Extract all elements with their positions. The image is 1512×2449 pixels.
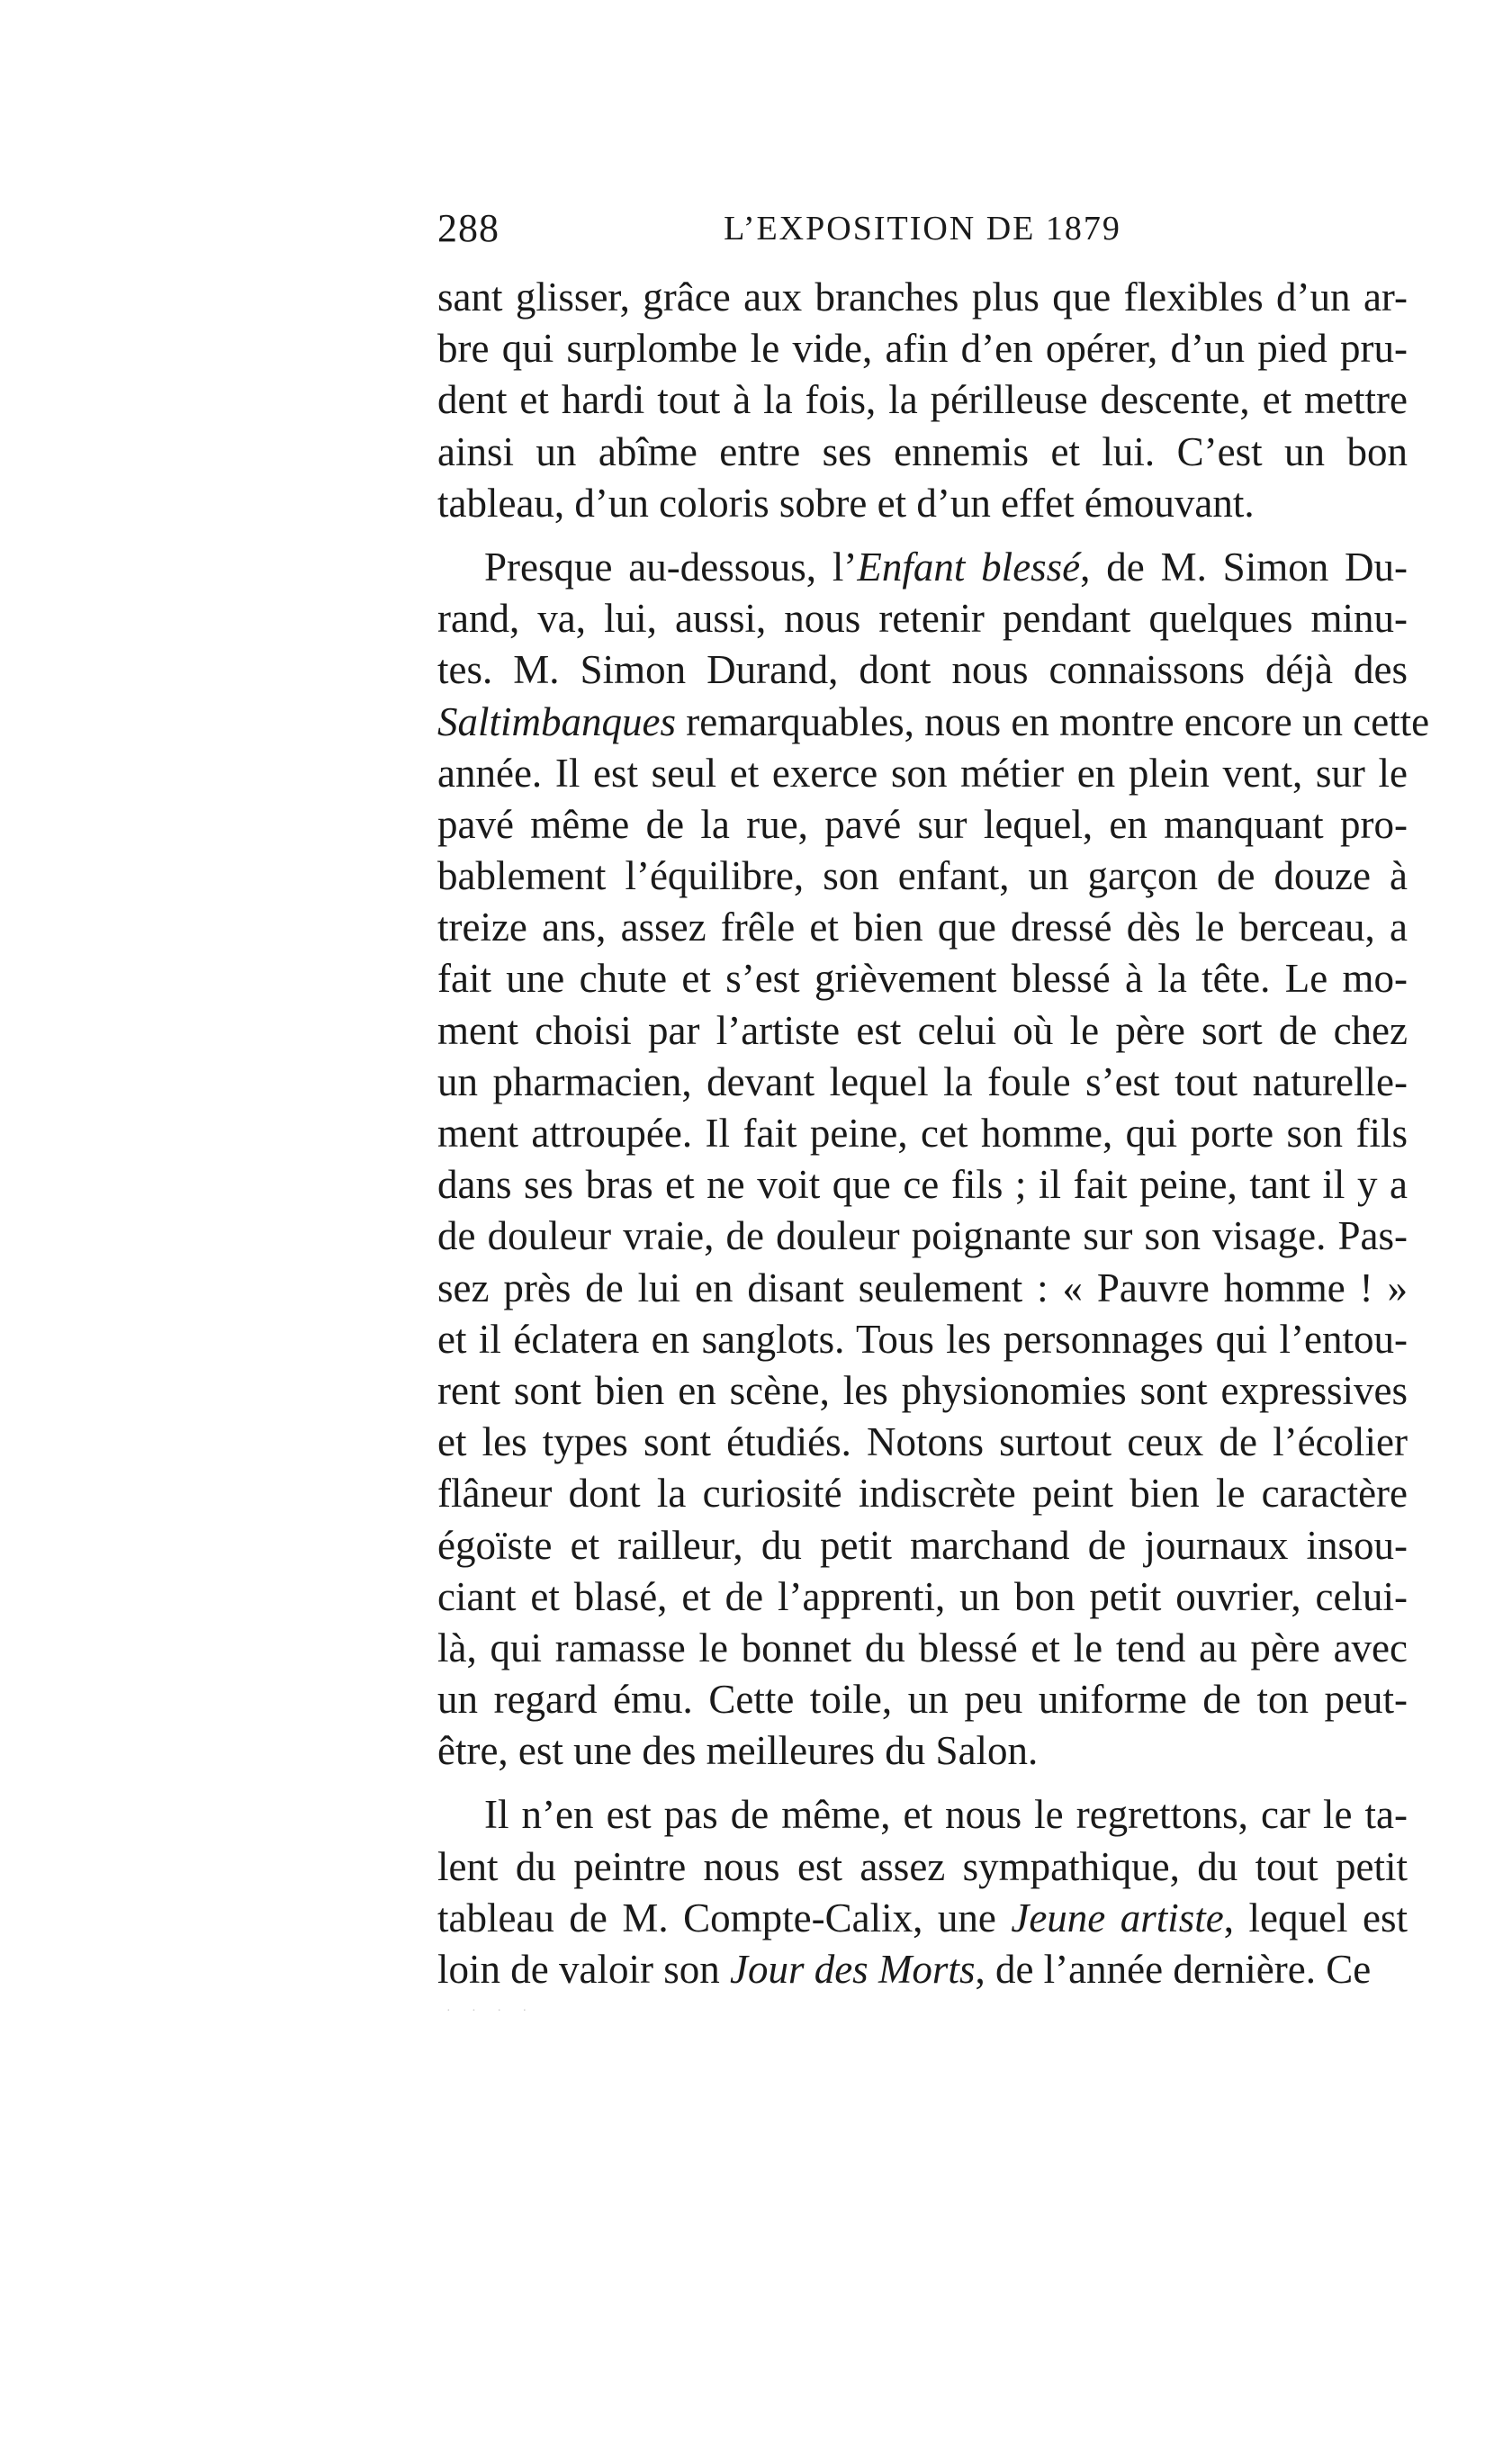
page-number: 288 xyxy=(437,206,500,250)
text-segment: et il éclatera en sanglots. Tous les personnages qui l’entou- xyxy=(437,1316,1408,1362)
paragraph-gap xyxy=(437,1777,1408,1789)
text-segment: ainsi un abîme entre ses ennemis et lui. C’est un bon xyxy=(437,428,1408,474)
text-line xyxy=(437,799,1408,851)
text-segment: rand, va, lui, aussi, nous retenir pendant quelques minu- xyxy=(437,596,1408,642)
text-line xyxy=(437,902,1408,953)
text-line xyxy=(437,1211,1408,1262)
text-line xyxy=(437,1365,1408,1417)
text-line xyxy=(437,1263,1408,1314)
text-line xyxy=(437,1468,1408,1519)
page-specks: · · · · xyxy=(446,2004,536,2018)
text-line xyxy=(437,427,1408,478)
text-line xyxy=(437,1725,1408,1777)
text-line xyxy=(437,1108,1408,1159)
text-segment: rent sont bien en scène, les physionomies sont expressives xyxy=(437,1367,1408,1413)
text-line xyxy=(437,593,1408,644)
text-segment: dans ses bras et ne voit que ce fils ; il fait peine, tant il y a xyxy=(437,1162,1408,1208)
text-segment: lent du peintre nous est assez sympathique, du tout petit xyxy=(437,1843,1408,1889)
text-segment: un regard ému. Cette toile, un peu uniforme de ton peut- xyxy=(437,1677,1408,1723)
text-segment: pavé même de la rue, pavé sur lequel, en manquant pro- xyxy=(437,801,1408,847)
text-line xyxy=(437,851,1408,902)
paragraph xyxy=(437,1789,1408,1995)
paragraph xyxy=(437,542,1430,1778)
text-line xyxy=(437,542,1408,593)
text-segment: Presque au-dessous, l’ xyxy=(484,544,858,590)
text-line xyxy=(437,644,1408,696)
text-line xyxy=(437,1005,1408,1057)
text-line xyxy=(437,697,1430,748)
text-segment: loin de valoir son xyxy=(437,1947,730,1992)
text-line xyxy=(437,1314,1408,1365)
text-line xyxy=(437,1520,1408,1571)
italic-title: Enfant blessé xyxy=(857,544,1081,590)
text-segment: sant glisser, grâce aux branches plus que flexibles d’un ar- xyxy=(437,275,1408,320)
text-segment: Il n’en est pas de même, et nous le regrettons, car le ta- xyxy=(484,1792,1408,1838)
text-line xyxy=(437,1159,1408,1211)
text-segment: ment attroupée. Il fait peine, cet homme, qui porte son fils xyxy=(437,1111,1408,1156)
text-segment: là, qui ramasse le bonnet du blessé et le tend au père avec xyxy=(437,1625,1408,1670)
text-segment: , de M. Simon Du- xyxy=(1080,544,1408,590)
text-segment: un pharmacien, devant lequel la foule s’est tout naturelle- xyxy=(437,1058,1408,1104)
text-line xyxy=(437,1789,1408,1841)
text-segment: égoïste et railleur, du petit marchand de journaux insou- xyxy=(437,1522,1408,1568)
italic-title: Saltimbanques xyxy=(437,698,676,744)
text-segment: , lequel est xyxy=(1223,1895,1408,1940)
text-segment: fait une chute et s’est grièvement blessé à la tête. Le mo- xyxy=(437,956,1408,1002)
text-line xyxy=(437,1571,1408,1623)
text-segment: sez près de lui en disant seulement : « Pauvre homme ! » xyxy=(437,1265,1408,1310)
text-segment: ciant et blasé, et de l’apprenti, un bon petit ouvrier, celui- xyxy=(437,1573,1408,1619)
body-text xyxy=(437,272,1430,1995)
text-segment: flâneur dont la curiosité indiscrète peint bien le caractère xyxy=(437,1471,1408,1517)
text-line xyxy=(437,323,1408,374)
text-segment: tableau de M. Compte-Calix, une xyxy=(437,1895,1012,1940)
text-segment: ment choisi par l’artiste est celui où le père sort de chez xyxy=(437,1007,1408,1053)
running-title: L’EXPOSITION DE 1879 xyxy=(724,210,1121,248)
italic-title: Jour des Morts xyxy=(729,1947,976,1992)
text-segment: tableau, d’un coloris sobre et d’un effet émouvant. xyxy=(437,480,1255,526)
text-line xyxy=(437,1057,1408,1108)
text-line xyxy=(437,272,1408,323)
text-line xyxy=(437,1893,1408,1944)
text-segment: bablement l’équilibre, son enfant, un garçon de douze à xyxy=(437,853,1408,899)
page-header xyxy=(437,205,1408,263)
text-segment: tes. M. Simon Durand, dont nous connaissons déjà des xyxy=(437,647,1408,693)
text-segment: être, est une des meilleures du Salon. xyxy=(437,1728,1039,1774)
text-segment: , de l’année dernière. Ce xyxy=(975,1947,1372,1992)
text-line xyxy=(437,1674,1408,1725)
text-line xyxy=(437,1944,1408,1995)
paragraph-gap xyxy=(437,529,1408,542)
text-segment: de douleur vraie, de douleur poignante sur son visage. Pas- xyxy=(437,1213,1408,1259)
text-line xyxy=(437,374,1408,426)
text-line xyxy=(437,953,1408,1004)
text-segment: remarquables, nous en montre encore un cette xyxy=(676,698,1430,744)
text-line xyxy=(437,1623,1408,1674)
text-segment: treize ans, assez frêle et bien que dressé dès le berceau, a xyxy=(437,905,1408,950)
text-segment: et les types sont étudiés. Notons surtout ceux de l’écolier xyxy=(437,1419,1408,1465)
italic-title: Jeune artiste xyxy=(1011,1895,1224,1940)
text-line xyxy=(437,1841,1408,1893)
paragraph xyxy=(437,272,1408,529)
text-line xyxy=(437,1417,1408,1468)
text-segment: année. Il est seul et exerce son métier en plein vent, sur le xyxy=(437,750,1408,796)
text-segment: bre qui surplombe le vide, afin d’en opérer, d’un pied pru- xyxy=(437,326,1408,372)
text-line xyxy=(437,748,1408,799)
text-line xyxy=(437,478,1408,529)
text-segment: dent et hardi tout à la fois, la périlleuse descente, et mettre xyxy=(437,377,1408,423)
